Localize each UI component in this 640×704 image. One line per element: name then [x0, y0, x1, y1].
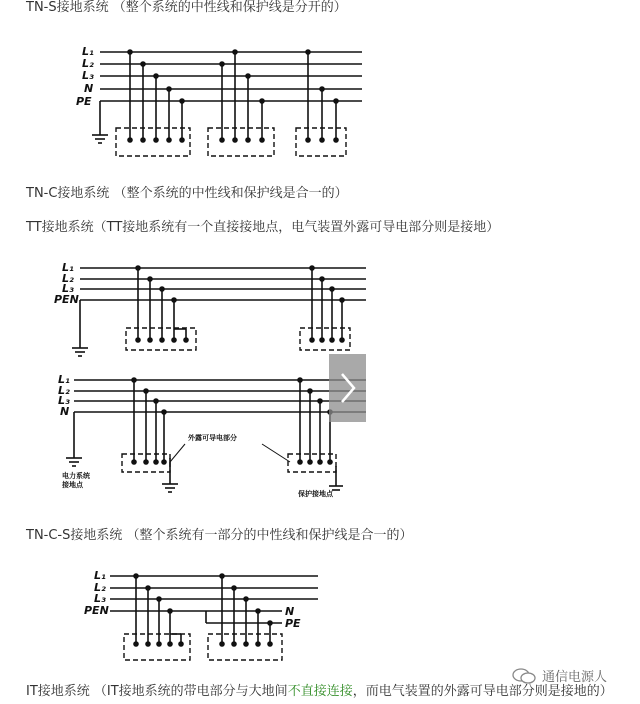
d2-label-pen: PEN	[54, 293, 79, 306]
caption-tn-s: TN-S接地系统 （整个系统的中性线和保护线是分开的）	[26, 0, 347, 15]
d2-label-l1: L₁	[62, 261, 74, 274]
caption-it-suffix: ，而电气装置的外露可导电部分则是接地的）	[352, 684, 613, 699]
diagram-tn-c-s	[0, 560, 330, 666]
caption-tn-c-s: TN-C-S接地系统 （整个系统有一部分的中性线和保护线是合一的）	[26, 528, 413, 543]
d3-annotation-source-1: 电力系统	[62, 472, 90, 480]
next-image-button[interactable]	[329, 354, 366, 422]
chevron-right-icon	[339, 371, 357, 405]
d2-label-l2: L₂	[62, 272, 74, 285]
d1-label-l2: L₂	[82, 57, 94, 70]
d3-annotation-source-2: 接地点	[62, 481, 83, 489]
diagram-tt	[0, 366, 370, 506]
d1-label-n: N	[84, 82, 94, 95]
d1-label-pe: PE	[76, 95, 92, 108]
d4-label-l3: L₃	[94, 592, 106, 605]
d4-label-l1: L₁	[94, 569, 106, 582]
d3-label-l3: L₃	[58, 394, 70, 407]
d2-label-l3: L₃	[62, 282, 74, 295]
d3-label-n: N	[60, 405, 70, 418]
diagram-tn-s	[0, 38, 400, 168]
d3-label-l1: L₁	[58, 373, 70, 386]
d3-annotation-protect: 保护接地点	[298, 490, 333, 498]
d1-label-l3: L₃	[82, 69, 94, 82]
d4-label-l2: L₂	[94, 581, 106, 594]
d4-label-pen: PEN	[84, 604, 109, 617]
watermark	[512, 666, 607, 685]
d4-label-n: N	[285, 605, 295, 618]
d3-annotation-exposed: 外露可导电部分	[188, 434, 237, 442]
caption-tn-c: TN-C接地系统 （整个系统的中性线和保护线是合一的）	[26, 186, 348, 201]
caption-it-highlight: 不直接连接	[287, 684, 353, 699]
d1-label-l1: L₁	[82, 45, 94, 58]
diagram-tn-c	[0, 256, 370, 360]
d3-label-l2: L₂	[58, 384, 70, 397]
caption-tt: TT接地系统（TT接地系统有一个直接接地点，电气装置外露可导电部分则是接地）	[26, 220, 500, 235]
caption-it-prefix: IT接地系统 （IT接地系统的带电部分与大地间	[26, 684, 288, 699]
wechat-logo-icon	[512, 668, 536, 684]
watermark-text: 通信电源人	[542, 670, 608, 685]
d4-label-pe: PE	[285, 617, 301, 630]
caption-it	[26, 684, 613, 700]
